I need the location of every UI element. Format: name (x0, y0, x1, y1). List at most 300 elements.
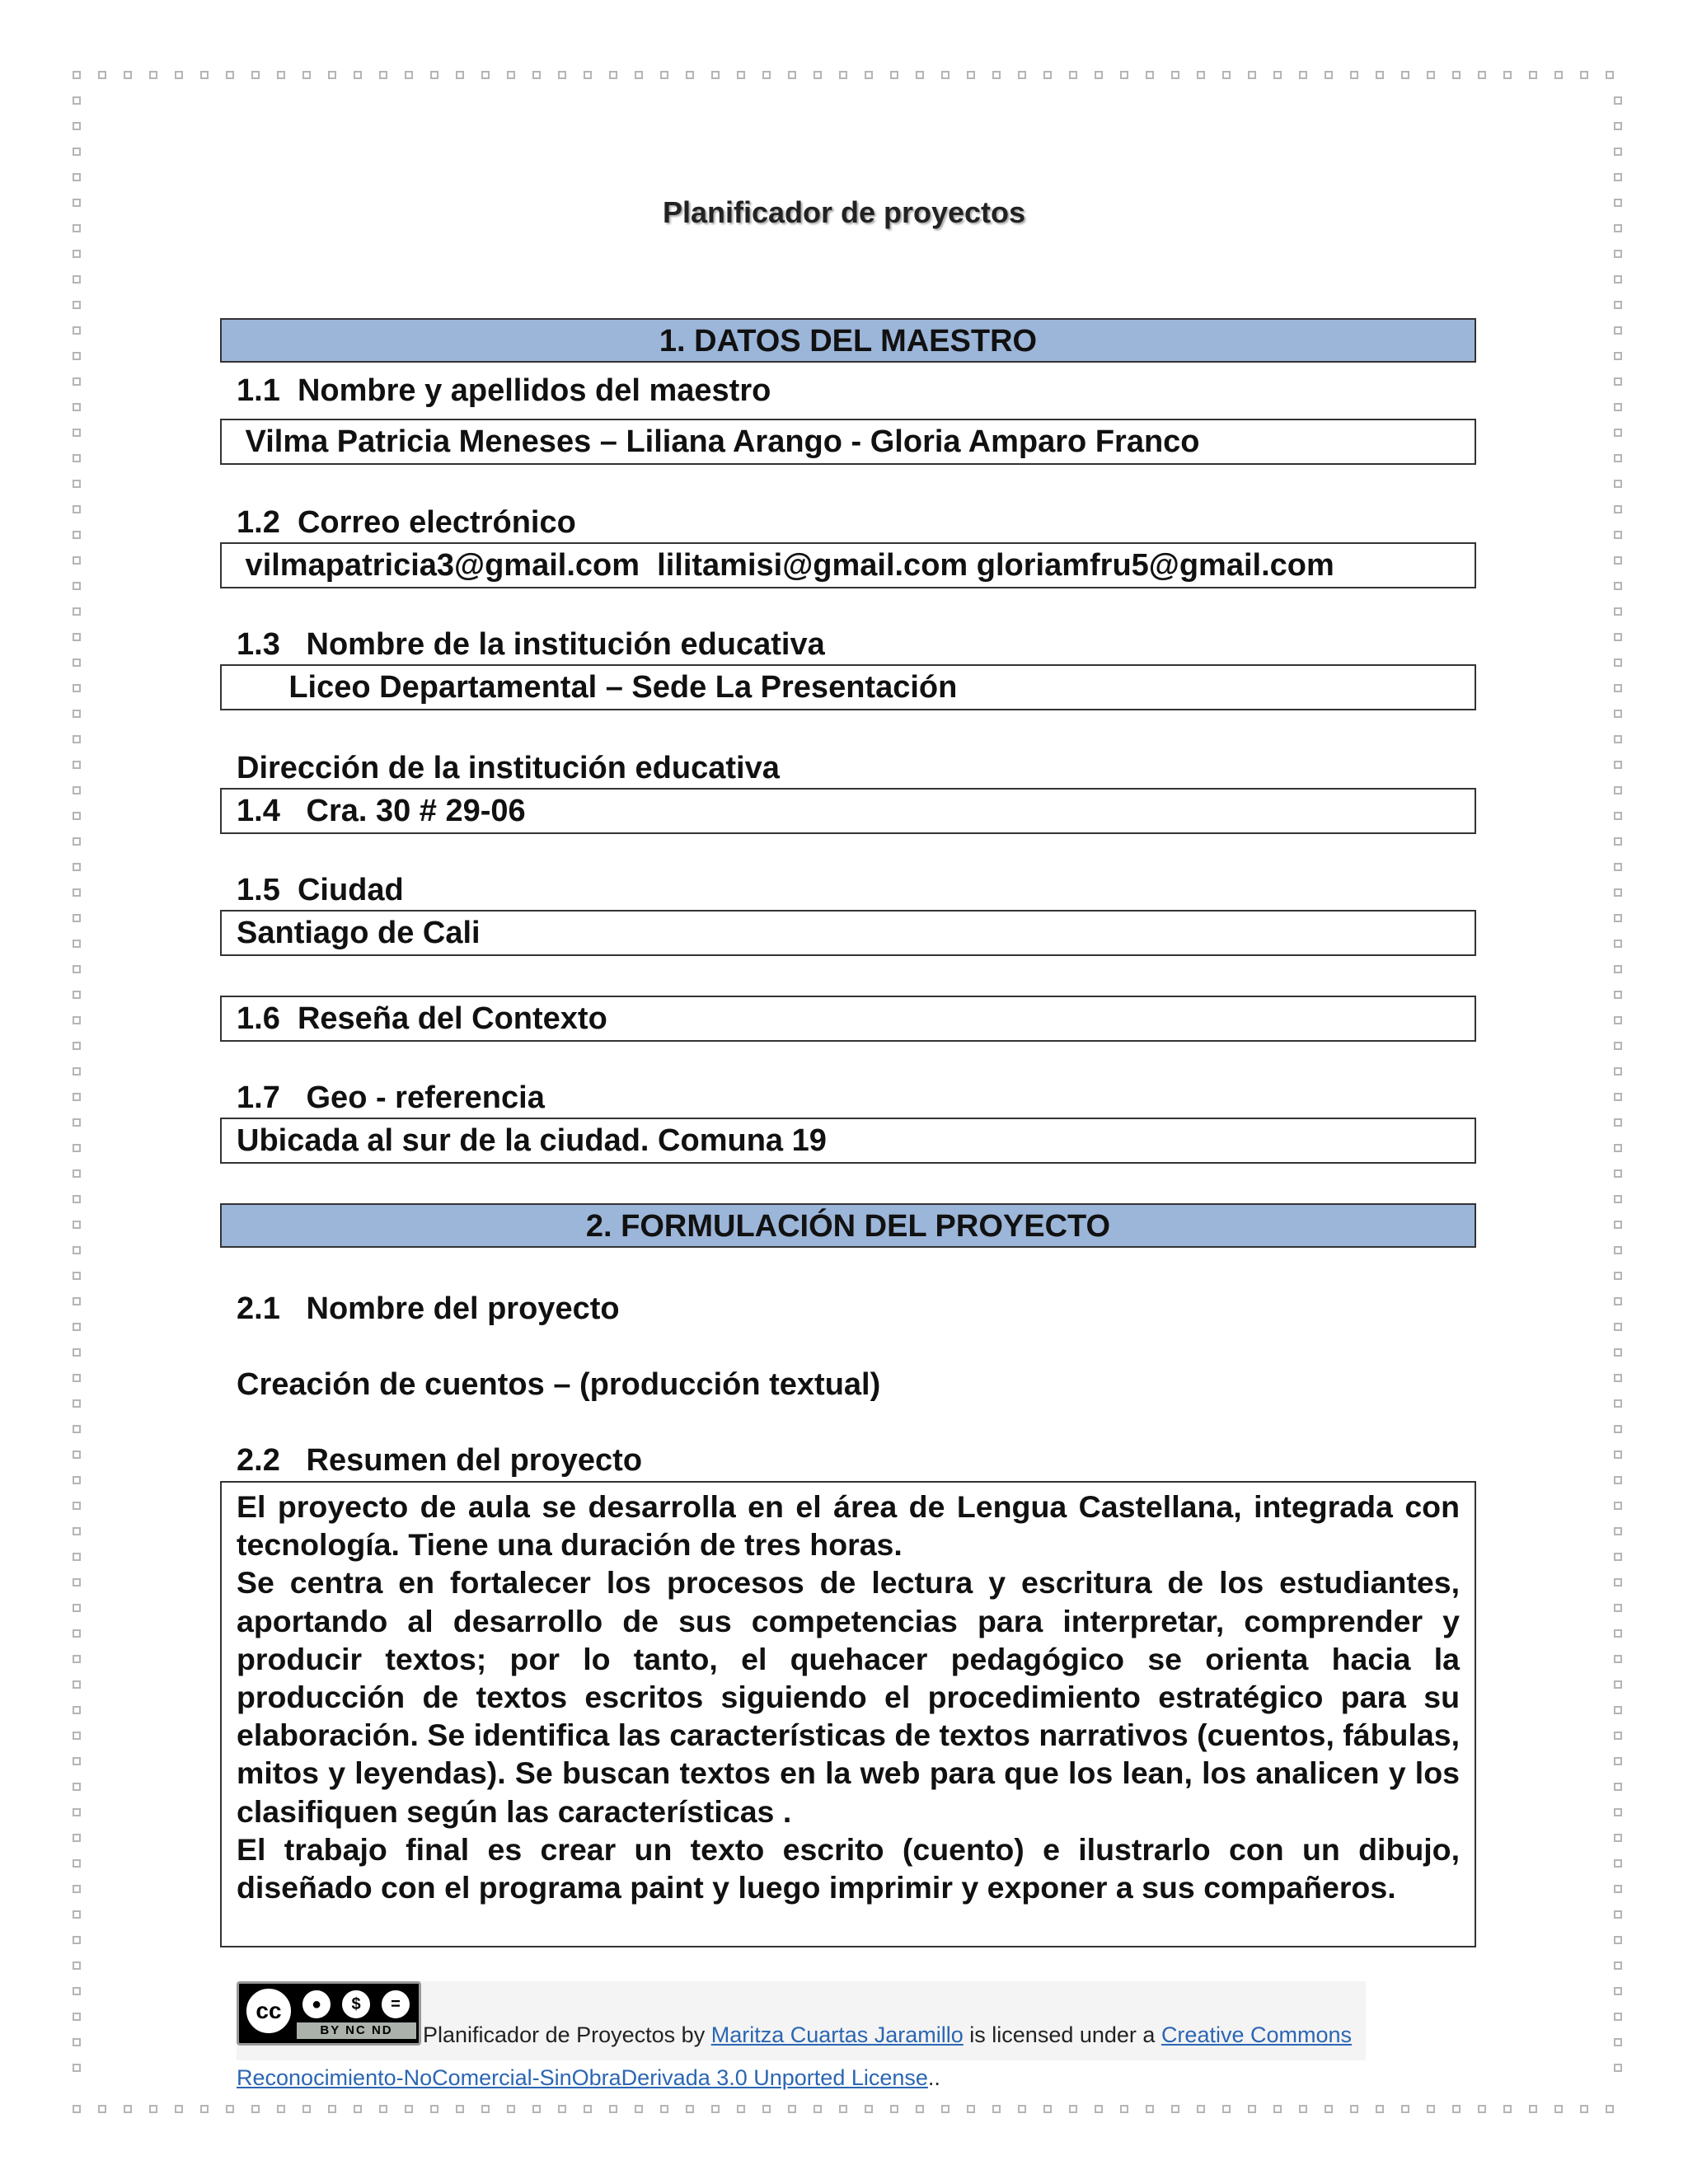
border-square (635, 2105, 643, 2113)
border-square (1503, 71, 1512, 79)
border-square (507, 71, 515, 79)
cc-icon: cc (244, 1986, 293, 2036)
border-square (1197, 71, 1205, 79)
border-square (1503, 2105, 1512, 2113)
border-square (1614, 607, 1622, 616)
border-square (1401, 71, 1409, 79)
border-square (711, 71, 720, 79)
border-square (941, 71, 950, 79)
border-square (1452, 2105, 1461, 2113)
border-square (1478, 2105, 1486, 2113)
geo-reference-label: 1.7 Geo - referencia (237, 1080, 545, 1115)
border-square (1614, 173, 1622, 181)
border-square (481, 71, 490, 79)
border-square (1614, 1169, 1622, 1178)
border-square (1614, 1195, 1622, 1203)
border-square (1273, 2105, 1282, 2113)
email-field[interactable]: vilmapatricia3@gmail.com lilitamisi@gmail.com gloriamfru5@gmail.com (220, 542, 1476, 588)
border-square (73, 1808, 81, 1816)
border-square (73, 658, 81, 667)
border-square (1614, 812, 1622, 820)
border-square (73, 863, 81, 871)
border-square (1614, 326, 1622, 335)
border-square (839, 71, 847, 79)
border-square (1120, 2105, 1128, 2113)
border-square (1614, 2064, 1622, 2072)
border-square (73, 1016, 81, 1024)
border-square (1614, 454, 1622, 462)
border-square (1614, 1297, 1622, 1305)
border-square (73, 505, 81, 513)
address-field[interactable]: 1.4 Cra. 30 # 29-06 (220, 788, 1476, 834)
border-square (1146, 2105, 1154, 2113)
border-square (1427, 2105, 1435, 2113)
border-square (124, 71, 132, 79)
border-square (1325, 2105, 1333, 2113)
border-square (73, 837, 81, 846)
border-square (73, 122, 81, 130)
border-square (73, 2038, 81, 2046)
border-square (124, 2105, 132, 2113)
border-square (1614, 1451, 1622, 1459)
license-link-part1[interactable]: Creative Commons (1160, 2022, 1353, 2047)
border-square (916, 71, 924, 79)
border-square (73, 1476, 81, 1484)
institution-field[interactable]: Liceo Departamental – Sede La Presentación (220, 664, 1476, 710)
border-square (1614, 480, 1622, 488)
border-square (1043, 2105, 1052, 2113)
address-label: Dirección de la institución educativa (237, 751, 780, 785)
border-square (1614, 505, 1622, 513)
by-text: by (675, 2022, 711, 2047)
border-square (1197, 2105, 1205, 2113)
border-square (73, 1425, 81, 1433)
border-square (73, 1195, 81, 1203)
border-square (1614, 1910, 1622, 1919)
license-line-1 (423, 2022, 1352, 2048)
border-square (737, 71, 745, 79)
border-square (73, 1783, 81, 1791)
border-square (1095, 2105, 1103, 2113)
border-square (788, 71, 796, 79)
border-square (1614, 556, 1622, 565)
author-link[interactable]: Maritza Cuartas Jaramillo (710, 2022, 964, 2047)
border-square (73, 1374, 81, 1382)
border-square (73, 1527, 81, 1535)
border-square (149, 2105, 157, 2113)
border-square (73, 1067, 81, 1076)
border-square (1069, 71, 1077, 79)
border-square (1171, 71, 1179, 79)
border-square (251, 2105, 260, 2113)
border-square (1478, 71, 1486, 79)
border-square (1614, 1834, 1622, 1842)
border-square (73, 1961, 81, 1970)
border-square (73, 1910, 81, 1919)
border-square (1401, 2105, 1409, 2113)
teacher-name-label: 1.1 Nombre y apellidos del maestro (237, 373, 771, 408)
border-square (379, 71, 387, 79)
border-square (73, 352, 81, 360)
teacher-name-field[interactable]: Vilma Patricia Meneses – Liliana Arango - Gloria Amparo Franco (220, 419, 1476, 465)
border-square (354, 2105, 362, 2113)
border-square (73, 1680, 81, 1689)
border-square (73, 1987, 81, 1995)
border-square (1614, 1374, 1622, 1382)
border-square (1299, 2105, 1307, 2113)
border-square (73, 1502, 81, 1510)
border-square (1614, 1348, 1622, 1357)
border-square (762, 71, 771, 79)
border-square (226, 71, 234, 79)
border-square (1614, 991, 1622, 999)
border-square (1248, 2105, 1256, 2113)
border-square (73, 1272, 81, 1280)
border-square (302, 2105, 311, 2113)
border-square (73, 556, 81, 565)
border-square (200, 2105, 209, 2113)
border-square (1614, 837, 1622, 846)
border-square (98, 2105, 106, 2113)
border-square (1614, 1578, 1622, 1586)
border-square (1171, 2105, 1179, 2113)
border-square (73, 1834, 81, 1842)
border-square (1614, 1042, 1622, 1050)
border-square (226, 2105, 234, 2113)
border-square (456, 2105, 464, 2113)
border-square (73, 173, 81, 181)
border-square (532, 71, 541, 79)
border-square (73, 965, 81, 973)
badge-text: BY NC ND (297, 2022, 416, 2039)
border-square (73, 914, 81, 922)
border-square (1614, 940, 1622, 948)
border-square (1614, 1221, 1622, 1229)
border-square (1614, 1527, 1622, 1535)
border-square (277, 2105, 285, 2113)
border-square (890, 2105, 898, 2113)
summary-paragraph: El proyecto de aula se desarrolla en el área de Lengua Castellana, integrada con tecnología. Tiene una duración de tres horas. (237, 1489, 1460, 1563)
border-square (73, 275, 81, 284)
border-square (967, 2105, 975, 2113)
border-square (73, 633, 81, 641)
border-square (1614, 275, 1622, 284)
border-square (354, 71, 362, 79)
border-square (1018, 2105, 1026, 2113)
border-square (1614, 965, 1622, 973)
section-heading-datos-del-maestro: 1. DATOS DEL MAESTRO (220, 318, 1476, 363)
border-square (1614, 914, 1622, 922)
border-square (1614, 352, 1622, 360)
border-square (686, 2105, 694, 2113)
border-square (1018, 71, 1026, 79)
project-name-value: Creación de cuentos – (producción textual) (237, 1367, 881, 1402)
border-square (1614, 1399, 1622, 1408)
border-square (1614, 1732, 1622, 1740)
border-square (1614, 429, 1622, 437)
border-square (1614, 531, 1622, 539)
border-square (430, 2105, 438, 2113)
border-square (73, 812, 81, 820)
border-square (1043, 71, 1052, 79)
border-square (175, 2105, 183, 2113)
border-square (251, 71, 260, 79)
border-square (686, 71, 694, 79)
border-square (1614, 403, 1622, 411)
border-square (1614, 863, 1622, 871)
border-square (73, 1732, 81, 1740)
border-square (456, 71, 464, 79)
border-square (762, 2105, 771, 2113)
border-square (916, 2105, 924, 2113)
border-square (1614, 2038, 1622, 2046)
border-square (73, 377, 81, 386)
border-square (865, 71, 873, 79)
border-square (73, 531, 81, 539)
border-square (1614, 1680, 1622, 1689)
border-square (711, 2105, 720, 2113)
summary-paragraph: Se centra en fortalecer los procesos de lectura y escritura de los estudiantes, aportando al desarrollo de sus competencias para interpretar, comprender y producir textos; por lo tanto, el quehacer pedagógico se orienta hacia la producción de textos escritos siguiendo el procedimiento estratégico para su elaboración. Se identifica las características de textos narrativos (cuentos, fábulas, mitos y leyendas). Se buscan textos en la web para que los lean, los analicen y los clasifiquen según las características . (237, 1565, 1460, 1829)
border-square (73, 710, 81, 718)
border-square (73, 2105, 81, 2113)
border-square (839, 2105, 847, 2113)
border-square (1248, 71, 1256, 79)
border-square (1554, 2105, 1563, 2113)
border-square (1452, 71, 1461, 79)
border-square (1427, 71, 1435, 79)
border-square (73, 1399, 81, 1408)
border-square (1614, 1808, 1622, 1816)
border-square (1222, 2105, 1231, 2113)
city-label: 1.5 Ciudad (237, 873, 404, 907)
border-square (1614, 761, 1622, 769)
border-square (1376, 2105, 1384, 2113)
license-line-2 (237, 2065, 940, 2091)
licensed-text: is licensed under a (963, 2022, 1161, 2047)
border-square (73, 1169, 81, 1178)
border-square (328, 71, 336, 79)
border-square (1120, 71, 1128, 79)
border-square (1614, 1885, 1622, 1893)
institution-label: 1.3 Nombre de la institución educativa (237, 627, 825, 662)
no-derivatives-icon: = (379, 1988, 412, 2021)
summary-paragraph: El trabajo final es crear un texto escrito (cuento) e ilustrarlo con un dibujo, diseñado con el programa paint y luego imprimir y exponer a sus compañeros. (237, 1831, 1460, 1905)
project-name-label: 2.1 Nombre del proyecto (237, 1291, 620, 1326)
work-title: Planificador de Proyectos (423, 2022, 676, 2047)
border-square (98, 71, 106, 79)
border-square (1614, 684, 1622, 692)
border-square (73, 1553, 81, 1561)
border-square (1614, 301, 1622, 309)
border-square (73, 1706, 81, 1714)
border-square (1614, 1757, 1622, 1765)
border-square (175, 71, 183, 79)
border-square (328, 2105, 336, 2113)
border-square (1614, 1502, 1622, 1510)
border-square (532, 2105, 541, 2113)
border-square (1273, 71, 1282, 79)
border-square (73, 1093, 81, 1101)
border-square (635, 71, 643, 79)
border-square (430, 71, 438, 79)
border-square (1614, 1936, 1622, 1944)
border-square (1614, 122, 1622, 130)
border-square (558, 2105, 566, 2113)
border-square (1614, 735, 1622, 743)
border-square (73, 786, 81, 794)
border-square (73, 1042, 81, 1050)
border-square (1606, 71, 1614, 79)
border-square (73, 454, 81, 462)
border-square (73, 1885, 81, 1893)
border-square (73, 888, 81, 897)
border-square (73, 1144, 81, 1152)
border-square (1614, 2013, 1622, 2021)
border-square (73, 1297, 81, 1305)
border-square (1614, 1016, 1622, 1024)
border-square (1614, 1961, 1622, 1970)
border-square (481, 2105, 490, 2113)
border-square (507, 2105, 515, 2113)
non-commercial-icon: $ (340, 1988, 373, 2021)
border-square (1614, 1629, 1622, 1638)
border-square (558, 71, 566, 79)
border-square (73, 1118, 81, 1127)
border-square (73, 1757, 81, 1765)
border-square (1376, 71, 1384, 79)
border-square (1614, 1067, 1622, 1076)
email-label: 1.2 Correo electrónico (237, 505, 576, 540)
border-square (1614, 658, 1622, 667)
border-square (73, 684, 81, 692)
section-heading-formulacion-del-proyecto: 2. FORMULACIÓN DEL PROYECTO (220, 1203, 1476, 1248)
border-square (277, 71, 285, 79)
border-square (73, 1655, 81, 1663)
border-square (1614, 710, 1622, 718)
border-square (73, 403, 81, 411)
border-square (788, 2105, 796, 2113)
border-square (73, 1246, 81, 1254)
border-square (73, 940, 81, 948)
border-square (890, 71, 898, 79)
border-square (73, 429, 81, 437)
border-square (1614, 1323, 1622, 1331)
border-square (1529, 2105, 1537, 2113)
border-square (73, 1578, 81, 1586)
border-square (1614, 1553, 1622, 1561)
border-square (865, 2105, 873, 2113)
border-square (73, 761, 81, 769)
border-square (1614, 1604, 1622, 1612)
border-square (1529, 71, 1537, 79)
border-square (941, 2105, 950, 2113)
border-square (73, 2013, 81, 2021)
project-summary-label: 2.2 Resumen del proyecto (237, 1443, 643, 1478)
border-square (1614, 377, 1622, 386)
border-square (1350, 2105, 1358, 2113)
border-square (73, 326, 81, 335)
license-notice (237, 1981, 1366, 2090)
creative-commons-badge-icon[interactable] (237, 1981, 421, 2046)
border-square (73, 607, 81, 616)
project-summary-box[interactable] (220, 1481, 1476, 1947)
border-square (967, 71, 975, 79)
trailing-dots: .. (927, 2065, 940, 2090)
context-field[interactable]: 1.6 Reseña del Contexto (220, 996, 1476, 1042)
border-square (609, 71, 617, 79)
border-square (1614, 633, 1622, 641)
border-square (1614, 1272, 1622, 1280)
border-square (73, 301, 81, 309)
border-square (73, 1451, 81, 1459)
border-square (1299, 71, 1307, 79)
border-square (1614, 1476, 1622, 1484)
border-square (73, 1348, 81, 1357)
border-square (379, 2105, 387, 2113)
border-square (1614, 96, 1622, 105)
border-square (73, 480, 81, 488)
border-square (73, 1859, 81, 1868)
border-square (73, 991, 81, 999)
border-square (992, 71, 1001, 79)
border-square (814, 2105, 822, 2113)
border-square (1614, 1706, 1622, 1714)
border-square (73, 2064, 81, 2072)
border-square (1222, 71, 1231, 79)
border-square (73, 735, 81, 743)
border-square (1614, 1144, 1622, 1152)
border-square (73, 1221, 81, 1229)
border-square (660, 71, 668, 79)
border-square (73, 71, 81, 79)
border-square (660, 2105, 668, 2113)
border-square (200, 71, 209, 79)
attribution-icon: ● (300, 1988, 333, 2021)
border-square (73, 1604, 81, 1612)
border-square (584, 71, 592, 79)
border-square (1146, 71, 1154, 79)
border-square (1606, 2105, 1614, 2113)
border-square (73, 1323, 81, 1331)
border-square (1614, 582, 1622, 590)
border-square (1614, 1246, 1622, 1254)
border-square (737, 2105, 745, 2113)
geo-reference-field[interactable]: Ubicada al sur de la ciudad. Comuna 19 (220, 1118, 1476, 1164)
border-square (1614, 1118, 1622, 1127)
border-square (73, 1629, 81, 1638)
border-square (73, 582, 81, 590)
border-square (405, 2105, 413, 2113)
border-square (1580, 2105, 1588, 2113)
border-square (149, 71, 157, 79)
document-title: Planificador de proyectos (662, 195, 1026, 229)
border-square (1325, 71, 1333, 79)
border-square (1614, 1425, 1622, 1433)
border-square (73, 250, 81, 258)
border-square (1554, 71, 1563, 79)
border-square (1614, 250, 1622, 258)
border-square (1069, 2105, 1077, 2113)
license-link-part2[interactable]: Reconocimiento-NoComercial-SinObraDerivada 3.0 Unported License (237, 2065, 928, 2090)
border-square (1614, 1987, 1622, 1995)
border-square (814, 71, 822, 79)
border-square (609, 2105, 617, 2113)
border-square (1614, 1783, 1622, 1791)
border-square (584, 2105, 592, 2113)
border-square (992, 2105, 1001, 2113)
border-square (1350, 71, 1358, 79)
city-field[interactable]: Santiago de Cali (220, 910, 1476, 956)
